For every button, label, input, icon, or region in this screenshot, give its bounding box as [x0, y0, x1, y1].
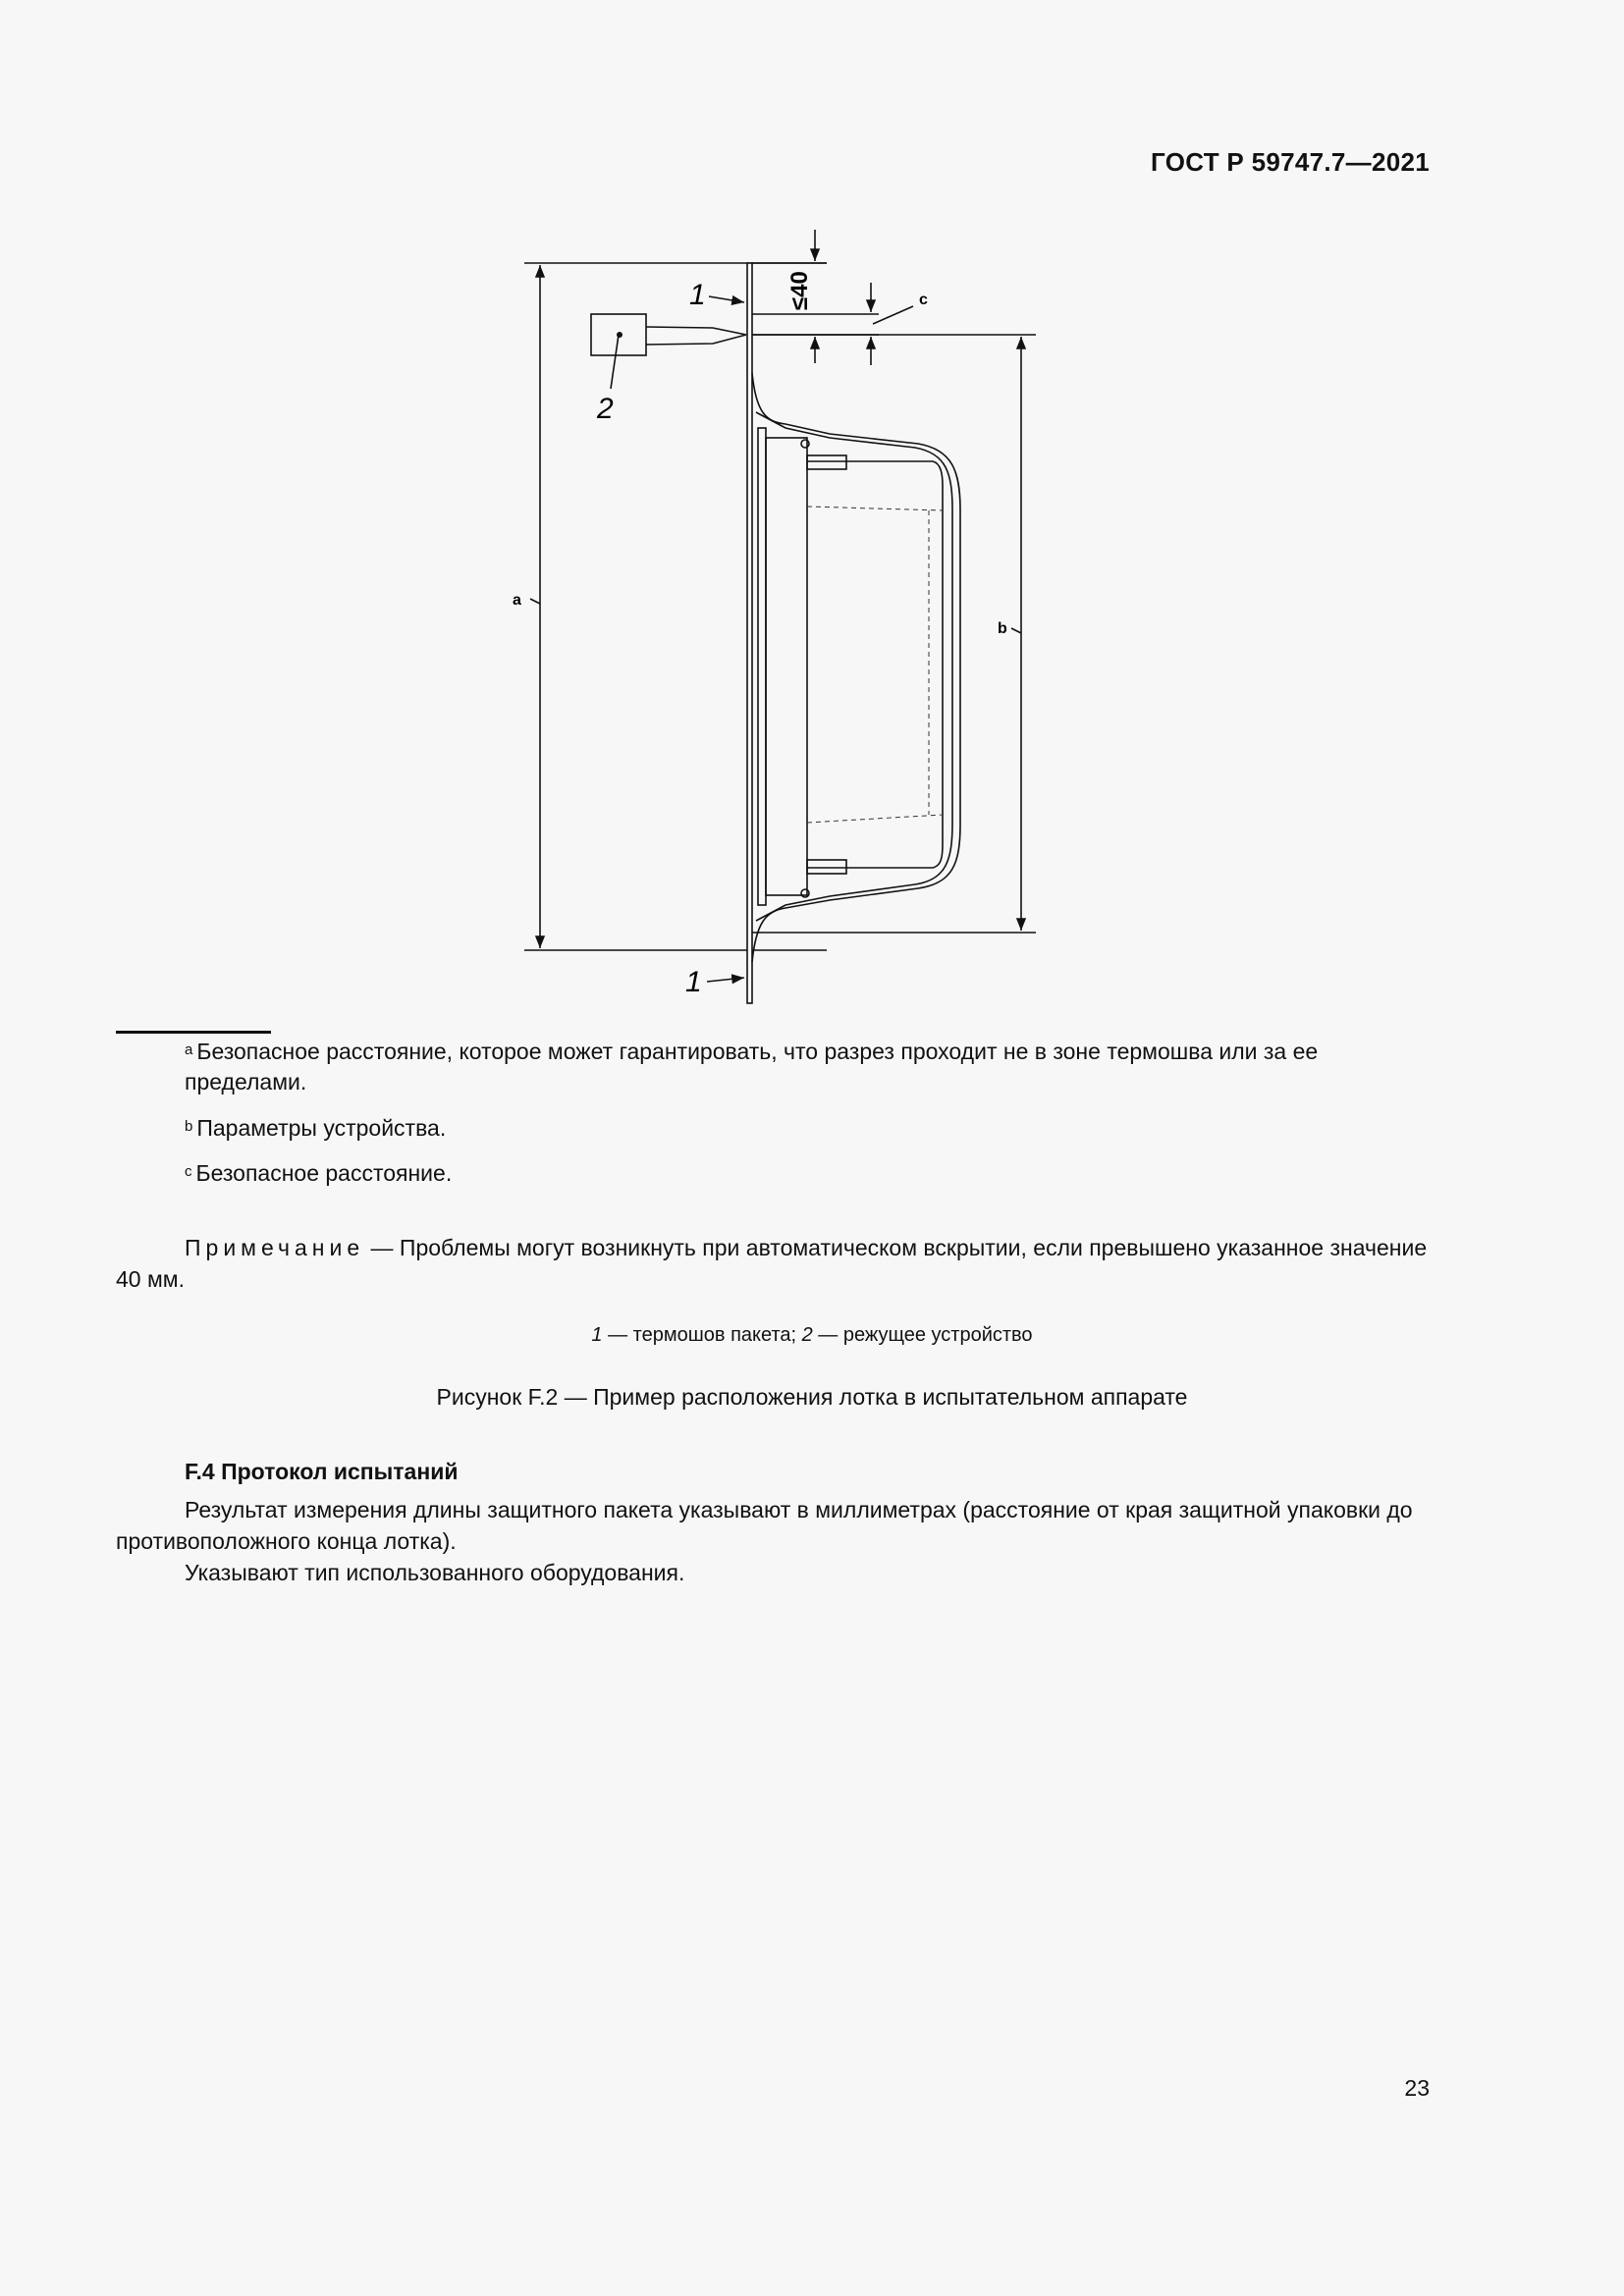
- cutting-device-dot: [617, 332, 623, 338]
- leader-b: [1011, 628, 1021, 633]
- legend-item1-num: 1: [591, 1324, 603, 1346]
- section-paragraph-2-text: Указывают тип использованного оборудования.: [185, 1560, 685, 1585]
- callout-label-1-top: 1: [689, 279, 706, 311]
- hidden-line-bottom: [807, 815, 943, 823]
- document-header: ГОСТ Р 59747.7—2021: [1151, 147, 1430, 177]
- callout-label-2: 2: [597, 393, 614, 425]
- page-number: 23: [1404, 2075, 1430, 2101]
- footnote-b: [185, 1113, 1441, 1144]
- section-paragraph-1: [116, 1494, 1432, 1557]
- dimension-label-a: a: [513, 592, 521, 609]
- note-text: — Проблемы могут возникнуть при автоматическом вскрытии, если превышено указанное значение 40 мм.: [116, 1235, 1428, 1292]
- cutting-blade: [646, 327, 746, 345]
- clip-bottom: [807, 860, 846, 874]
- figure-tray-diagram: [491, 216, 1080, 1031]
- dimension-label-b: b: [998, 620, 1007, 637]
- section-paragraph-1-text: Результат измерения длины защитного пакета указывают в миллиметрах (расстояние от края защитной упаковки до противоположного конца лотка).: [116, 1497, 1413, 1554]
- footnote-separator: [116, 1031, 271, 1034]
- legend-item2-text: — режущее устройство: [812, 1324, 1033, 1346]
- section-paragraph-2: [116, 1557, 1432, 1588]
- tray-rim: [766, 438, 807, 895]
- tray-inner-shell: [756, 412, 952, 921]
- note-lead: Примечание: [185, 1235, 365, 1260]
- figure-svg: [491, 216, 1080, 1031]
- figure-legend: [0, 1324, 1624, 1347]
- callout-label-1-bottom: 1: [685, 966, 702, 998]
- legend-item1-text: — термошов пакета;: [602, 1324, 802, 1346]
- footnote-text-a: Безопасное расстояние, которое может гарантировать, что разрез проходит не в зоне термошва или за ее пределами.: [185, 1039, 1319, 1095]
- figure-caption: Рисунок F.2 — Пример расположения лотка в испытательном аппарате: [436, 1384, 1188, 1410]
- dimension-label-c: c: [919, 292, 928, 308]
- footnote-mark-c: c: [185, 1163, 192, 1180]
- section-title: F.4 Протокол испытаний: [185, 1459, 459, 1484]
- clip-top: [807, 455, 846, 469]
- leader-a: [530, 599, 540, 604]
- legend-item2-num: 2: [801, 1324, 813, 1346]
- footnote-c: [185, 1158, 1441, 1189]
- tray-flange: [758, 428, 766, 905]
- footnote-text-c: Безопасное расстояние.: [195, 1160, 453, 1186]
- footnote-mark-b: b: [185, 1118, 193, 1135]
- footnote-text-b: Параметры устройства.: [196, 1115, 447, 1141]
- callout-leader-2: [611, 335, 619, 389]
- footnote-a: [185, 1037, 1441, 1097]
- note: [116, 1232, 1432, 1295]
- callout-arrow-1-top: [709, 296, 744, 302]
- seal-strip: [747, 263, 752, 1003]
- leader-c: [873, 306, 913, 324]
- tray-compartment: [807, 461, 943, 868]
- footnote-mark-a: a: [185, 1041, 193, 1058]
- callout-arrow-1-bottom: [707, 978, 744, 982]
- hidden-line-top: [807, 507, 943, 510]
- dimension-label-40: ≤40: [786, 271, 813, 310]
